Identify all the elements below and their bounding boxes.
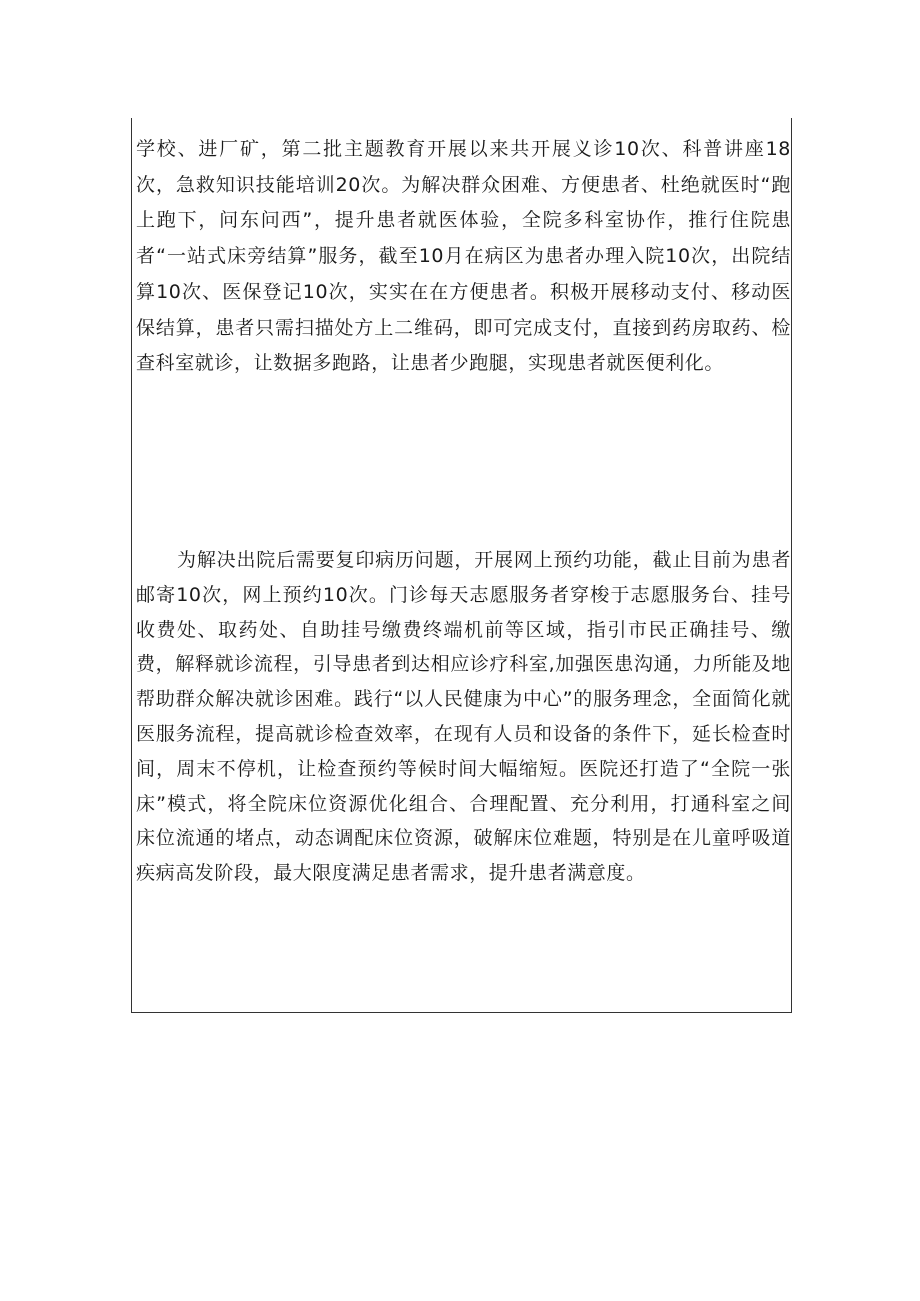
paragraph-text: 为解决出院后需要复印病历问题，开展网上预约功能，截止目前为患者邮寄10次，网上预约10次。门诊每天志愿服务者穿梭于志愿服务台、挂号收费处、取药处、自助挂号缴费终端机前等区域，指引市民正确挂号、缴费，解释就诊流程，引导患者到达相应诊疗科室,加强医患沟通，力所能及地帮助群众解决就诊困难。践行“以人民健康为中心”的服务理念，全面简化就医服务流程，提高就诊检查效率，在现有人员和设备的条件下，延长检查时间，周末不停机，让检查预约等候时间大幅缩短。医院还打造了“全院一张床”模式，将全院床位资源优化组合、合理配置、充分利用，打通科室之间床位流通的堵点，动态调配床位资源，破解床位难题，特别是在儿童呼吸道疾病高发阶段，最大限度满足患者需求，提升患者满意度。	[136, 549, 791, 885]
paragraph-second	[132, 543, 793, 891]
table-cell-frame	[131, 118, 792, 1013]
paragraph-text: 学校、进厂矿，第二批主题教育开展以来共开展义诊10次、科普讲座18次，急救知识技能培训20次。为解决群众困难、方便患者、杜绝就医时“跑上跑下，问东问西”，提升患者就医体验，全院多科室协作，推行住院患者“一站式床旁结算”服务，截至10月在病区为患者办理入院10次，出院结算10次、医保登记10次，实实在在方便患者。积极开展移动支付、移动医保结算，患者只需扫描处方上二维码，即可完成支付，直接到药房取药、检查科室就诊，让数据多跑路，让患者少跑腿，实现患者就医便利化。	[136, 138, 791, 375]
paragraph-continued	[132, 132, 793, 382]
